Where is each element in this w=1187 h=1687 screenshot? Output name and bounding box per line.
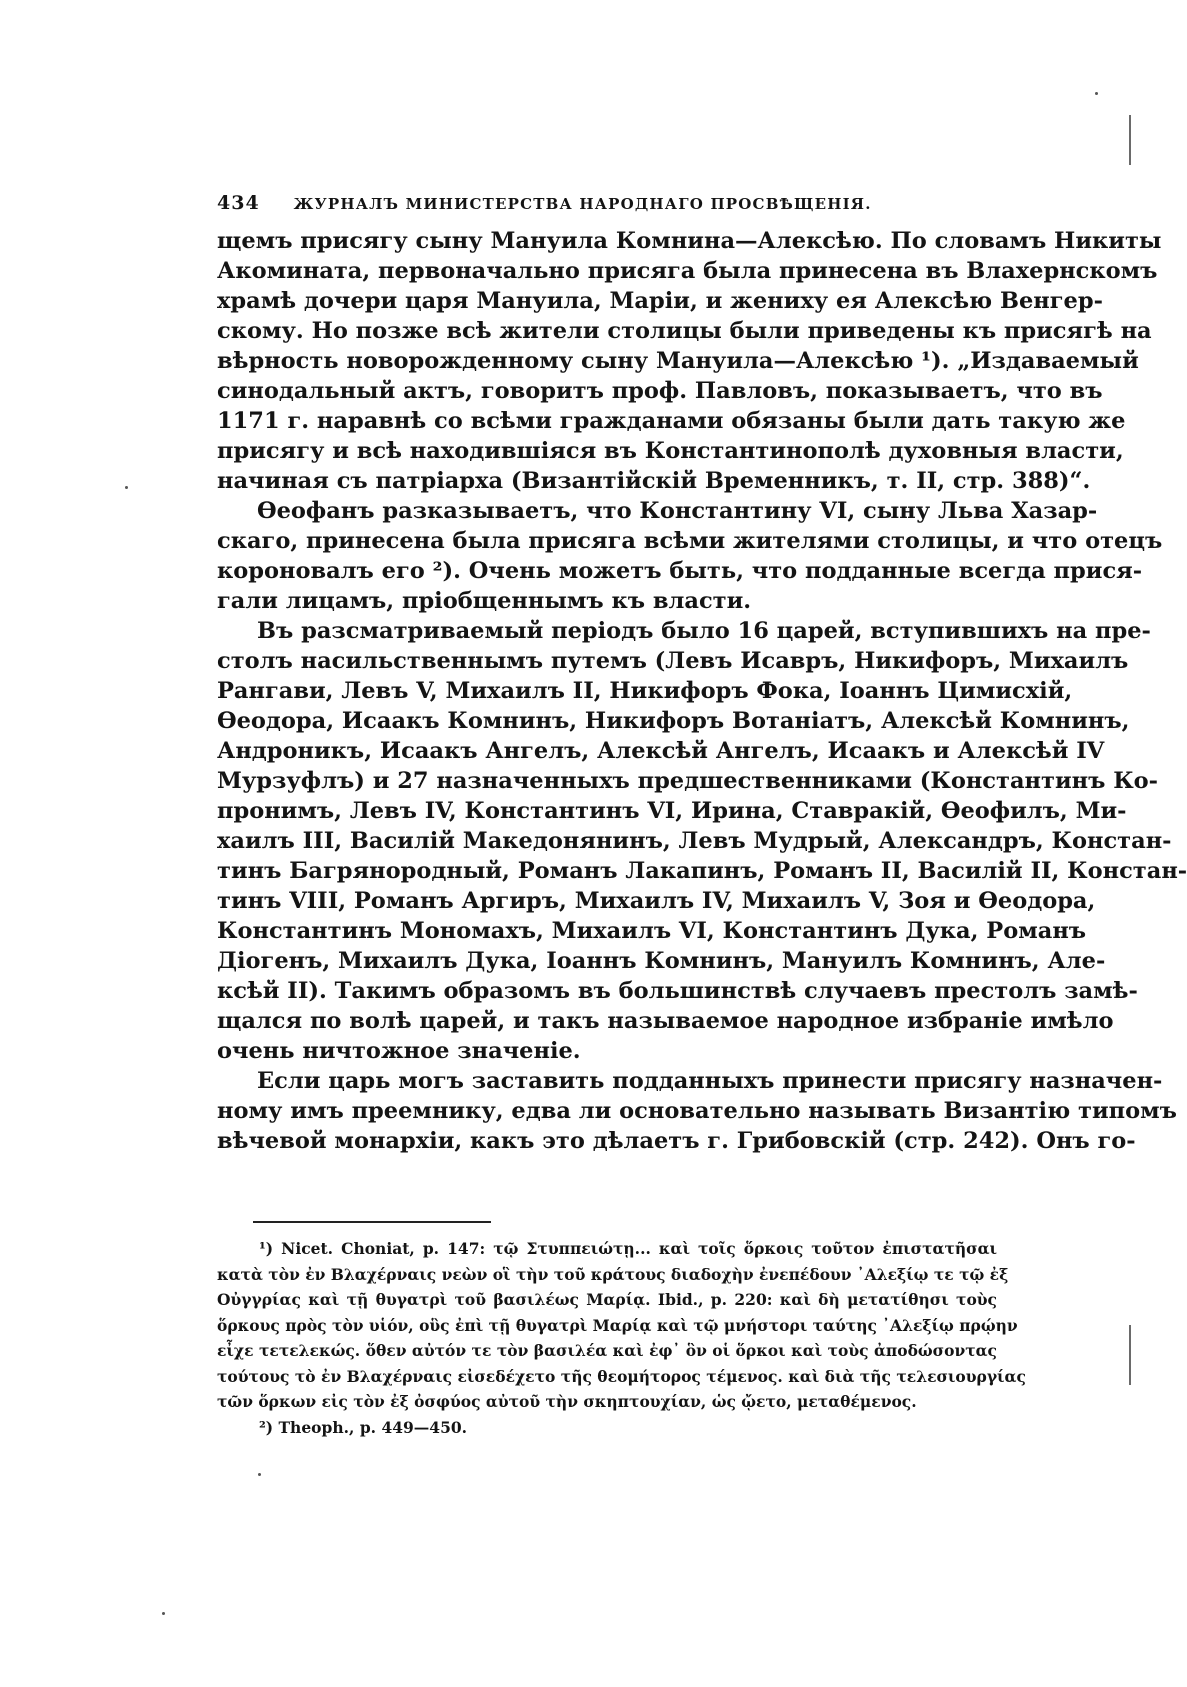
text-line: тинъ VIII, Романъ Аргиръ, Михаилъ IV, Михаилъ V, Зоя и Ѳеодора, [217,888,1096,914]
page-number: 434 [217,192,260,214]
paragraph [217,226,1162,496]
text-line: Мурзуфлъ) и 27 назначенныхъ предшественниками (Константинъ Ко- [217,768,1159,794]
footnote-line: κατὰ τὸν ἐν Βλαχέρναις νεὼν οἳ τὴν τοῦ κράτους διαδοχὴν ἐνεπέδουν ᾿Αλεξίῳ τε τῷ ἐξ [217,1264,1009,1284]
footnote [217,1236,1026,1415]
text-line: ксѣй II). Такимъ образомъ въ большинствѣ случаевъ престолъ замѣ- [217,978,1138,1004]
running-title: ЖУРНАЛЪ МИНИСТЕРСТВА НАРОДНАГО ПРОСВѢЩЕНІЯ. [293,195,872,213]
text-line: Діогенъ, Михаилъ Дука, Іоаннъ Комнинъ, Мануилъ Комнинъ, Але- [217,948,1106,974]
text-line: Ѳеофанъ разказываетъ, что Константину VI, сыну Льва Хазар- [257,498,1098,524]
text-line: Рангави, Левъ V, Михаилъ II, Никифоръ Фока, Іоаннъ Цимисхій, [217,678,1073,704]
paragraph [217,1066,1177,1156]
text-line: тинъ Багрянородный, Романъ Лакапинъ, Романъ II, Василій II, Констан- [217,858,1187,884]
text-line: храмѣ дочери царя Мануила, Маріи, и жениху ея Алексѣю Венгер- [217,288,1103,314]
text-line: щемъ присягу сыну Мануила Комнина—Алексѣю. По словамъ Никиты [217,228,1162,254]
text-line: Если царь могъ заставить подданныхъ принести присягу назначен- [257,1068,1163,1094]
text-line: Андроникъ, Исаакъ Ангелъ, Алексѣй Ангелъ, Исаакъ и Алексѣй IV [217,738,1105,764]
footnote-divider [253,1221,491,1223]
footnote-line: εἶχε τετελεκώς. ὅθεν αὐτόν τε τὸν βασιλέα καὶ ἐφ᾿ ὃν οἱ ὅρκοι καὶ τοὺς ἀποδώσοντας [217,1341,997,1360]
paragraph [217,496,1163,616]
main-text [217,226,1187,1156]
text-line: щался по волѣ царей, и такъ называемое народное избраніе имѣло [217,1008,1114,1034]
text-line: начиная съ патріарха (Византійскій Временникъ, т. II, стр. 388)“. [217,468,1091,494]
text-line: очень ничтожное значеніе. [217,1038,581,1064]
text-line: ному имъ преемнику, едва ли основательно называть Византію типомъ [217,1098,1177,1124]
footnote-line: Οὐγγρίας καὶ τῇ θυγατρὶ τοῦ βασιλέως Μαρίᾳ. Ibid., p. 220: καὶ δὴ μετατίθησι τοὺς [217,1290,997,1309]
footnotes [217,1236,1026,1440]
scan-edge-line-bottom [1129,1325,1131,1385]
scan-speck [1095,92,1098,95]
footnote-line: τῶν ὅρκων εἰς τὸν ἐξ ὀσφύος αὐτοῦ τὴν σκηπτουχίαν, ὡς ᾤετο, μεταθέμενος. [217,1392,917,1411]
text-line: вѣрность новорожденному сыну Мануила—Алексѣю ¹). „Издаваемый [217,348,1139,374]
footnote-line: ²) Theoph., p. 449—450. [259,1417,468,1437]
footnote-line: τούτους τὸ ἐν Βλαχέρναις εἰσεδέχετο τῆς θεομήτορος τέμενος. καὶ διὰ τῆς τελεσιουργίας [217,1366,1026,1386]
text-line: короновалъ его ²). Очень можетъ быть, что подданные всегда прися- [217,558,1143,584]
footnote-line: ὅρκους πρὸς τὸν υἱόν, οὓς ἐπὶ τῇ θυγατρὶ Μαρίᾳ καὶ τῷ μνήστορι ταύτης ᾿Αλεξίῳ πρῴην [217,1315,1018,1335]
text-line: пронимъ, Левъ IV, Константинъ VI, Ирина, Ставракій, Ѳеофилъ, Ми- [217,798,1127,824]
text-line: скаго, принесена была присяга всѣми жителями столицы, и что отецъ [217,528,1163,554]
text-line: столъ насильственнымъ путемъ (Левъ Исавръ, Никифоръ, Михаилъ [217,648,1129,674]
running-header [217,192,997,214]
scan-speck [125,486,128,489]
scan-edge-line-top [1129,115,1131,165]
text-line: хаилъ III, Василій Македонянинъ, Левъ Мудрый, Александръ, Констан- [217,828,1172,854]
text-line: присягу и всѣ находившіяся въ Константинополѣ духовныя власти, [217,438,1124,464]
scan-speck [162,1612,165,1615]
text-line: синодальный актъ, говоритъ проф. Павловъ, показываетъ, что въ [217,378,1103,404]
text-line: Ѳеодора, Исаакъ Комнинъ, Никифоръ Вотаніатъ, Алексѣй Комнинъ, [217,708,1130,734]
scan-speck [258,1473,261,1476]
text-line: Въ разсматриваемый періодъ было 16 царей, вступившихъ на пре- [257,618,1151,644]
footnote [217,1415,997,1441]
text-line: Акомината, первоначально присяга была принесена въ Влахернскомъ [217,258,1158,284]
text-line: Константинъ Мономахъ, Михаилъ VI, Константинъ Дука, Романъ [217,918,1087,944]
footnote-line: ¹) Nicet. Choniat, p. 147: τῷ Στυππειώτῃ... καὶ τοῖς ὅρκοις τοῦτον ἐπιστατῆσαι [259,1239,997,1258]
text-line: скому. Но позже всѣ жители столицы были приведены къ присягѣ на [217,318,1152,344]
text-line: 1171 г. наравнѣ со всѣми гражданами обязаны были дать такую же [217,408,1126,434]
text-line: гали лицамъ, пріобщеннымъ къ власти. [217,588,752,614]
text-line: вѣчевой монархіи, какъ это дѣлаетъ г. Грибовскій (стр. 242). Онъ го- [217,1128,1136,1154]
paragraph [217,616,1187,1066]
